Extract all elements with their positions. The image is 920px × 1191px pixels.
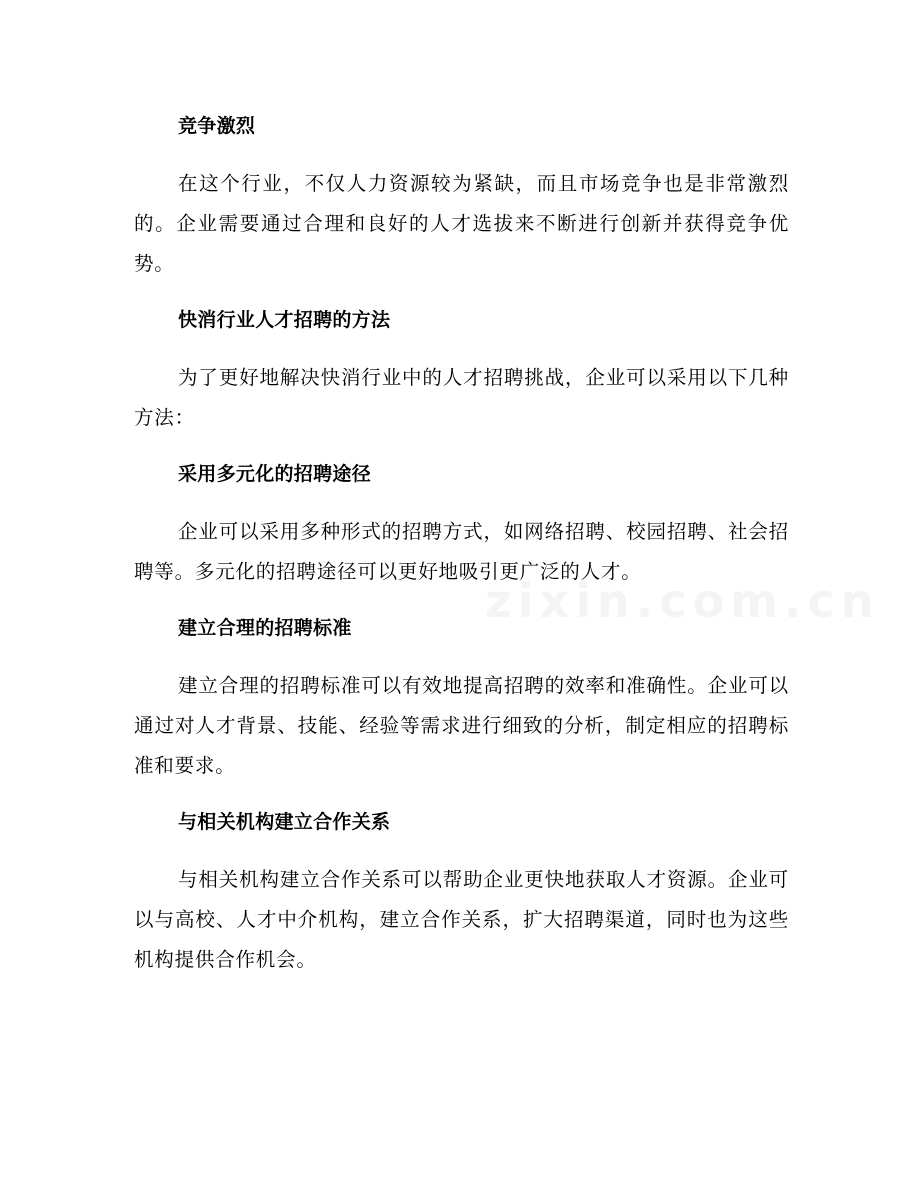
section-heading-recruitment-methods: 快消行业人才招聘的方法 bbox=[178, 309, 391, 331]
section-heading-diverse-channels: 采用多元化的招聘途径 bbox=[178, 463, 372, 485]
document-body bbox=[134, 112, 789, 1002]
section-paragraph-competition: 在这个行业，不仅人力资源较为紧缺，而且市场竞争也是非常激烈的。企业需要通过合理和良好的人才选拔来不断进行创新并获得竞争优势。 bbox=[134, 172, 789, 275]
section-heading-partnerships: 与相关机构建立合作关系 bbox=[178, 811, 391, 833]
section-heading-recruitment-standards: 建立合理的招聘标准 bbox=[178, 617, 352, 639]
section-heading-competition: 竞争激烈 bbox=[178, 115, 256, 137]
section-paragraph-partnerships: 与相关机构建立合作关系可以帮助企业更快地获取人才资源。企业可以与高校、人才中介机构，建立合作关系，扩大招聘渠道，同时也为这些机构提供合作机会。 bbox=[134, 868, 789, 971]
section-paragraph-diverse-channels: 企业可以采用多种形式的招聘方式，如网络招聘、校园招聘、社会招聘等。多元化的招聘途径可以更好地吸引更广泛的人才。 bbox=[134, 520, 789, 583]
section-paragraph-recruitment-methods: 为了更好地解决快消行业中的人才招聘挑战，企业可以采用以下几种方法： bbox=[134, 366, 789, 429]
section-paragraph-recruitment-standards: 建立合理的招聘标准可以有效地提高招聘的效率和准确性。企业可以通过对人才背景、技能、经验等需求进行细致的分析，制定相应的招聘标准和要求。 bbox=[134, 674, 789, 777]
